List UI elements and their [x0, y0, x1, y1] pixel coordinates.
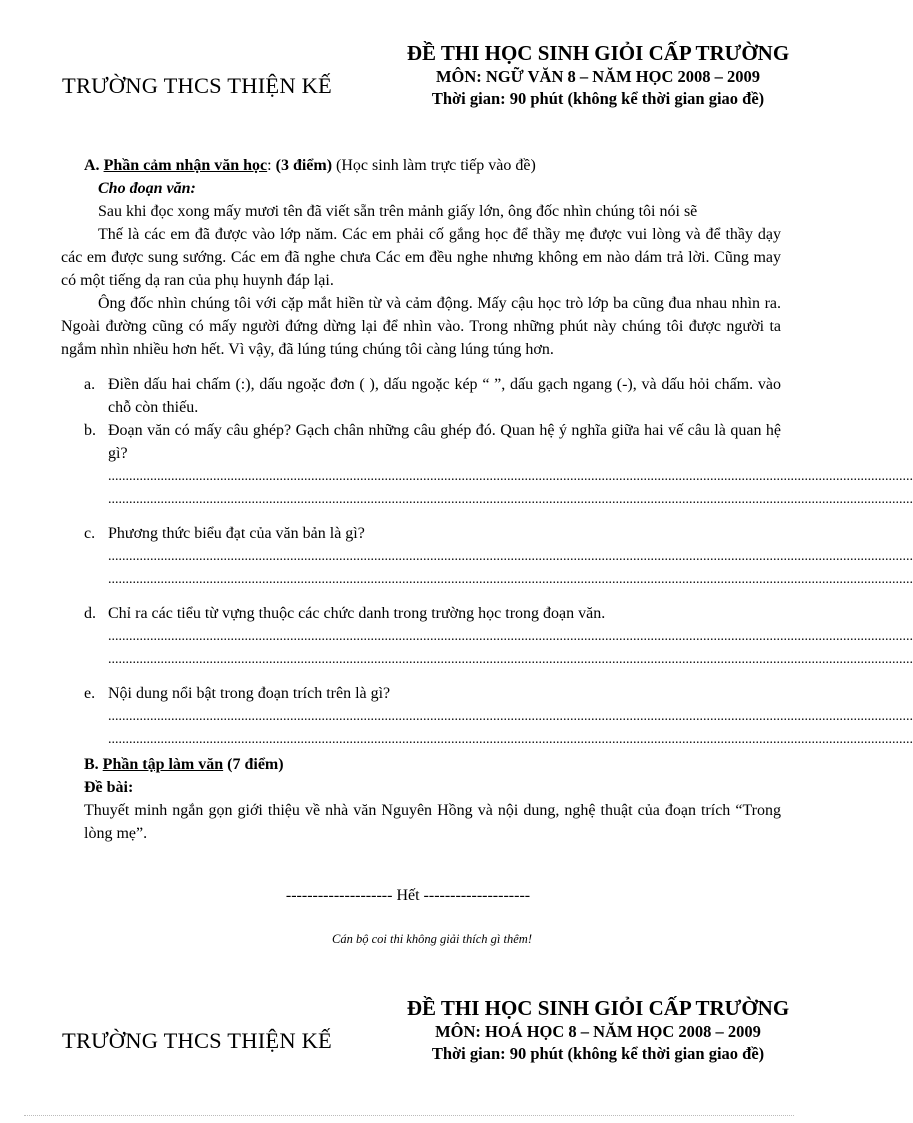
question-text: Điền dấu hai chấm (:), dấu ngoặc đơn ( ), dấu ngoặc kép “ ”, dấu gạch ngang (-), và dấu hỏi chấm. vào chỗ còn thiếu. [108, 376, 781, 416]
exam-content [61, 154, 913, 845]
question-a [61, 373, 781, 419]
answer-line[interactable]: ...................................................................................................................................................................................................................................... [108, 549, 913, 564]
part-b-heading [61, 753, 781, 776]
spacer [61, 671, 781, 682]
exam-time: Thời gian: 90 phút (không kể thời gian giao đề) [431, 1044, 765, 1063]
exam-info [378, 40, 818, 110]
answer-line[interactable]: ...................................................................................................................................................................................................................................... [108, 709, 913, 724]
question-text: Chỉ ra các tiểu từ vựng thuộc các chức danh trong trường học trong đoạn văn. [108, 605, 606, 622]
exam-subject: MÔN: HOÁ HỌC 8 – NĂM HỌC 2008 – 2009 [435, 1022, 761, 1041]
question-marker: c. [84, 525, 96, 542]
part-b [61, 753, 781, 845]
question-b [61, 419, 913, 511]
question-marker: d. [84, 605, 96, 622]
page-bottom-rule [24, 1115, 794, 1116]
header-bottom [0, 995, 816, 1075]
proctor-note: Cán bộ coi thi không giải thích gì thêm! [332, 932, 532, 946]
question-marker: b. [84, 422, 96, 439]
question-text: Nội dung nổi bật trong đoạn trích trên là gì? [108, 685, 391, 702]
part-b-prefix: B. [84, 756, 103, 773]
question-list [61, 373, 913, 751]
part-a-title: Phần cảm nhận văn học [103, 157, 268, 174]
part-a-points: (3 điểm) [275, 157, 333, 174]
school-name: TRƯỜNG THCS THIỆN KẾ [62, 73, 333, 98]
header-top [0, 40, 816, 120]
passage-paragraph-1: Sau khi đọc xong mấy mươi tên đã viết sẵn trên mảnh giấy lớn, ông đốc nhìn chúng tôi nói sẽ [98, 203, 698, 220]
passage-label: Cho đoạn văn: [98, 180, 196, 197]
question-marker: a. [84, 376, 96, 393]
question-c [61, 522, 913, 591]
passage-paragraph-3: Ông đốc nhìn chúng tôi với cặp mắt hiền từ và cảm động. Mấy cậu học trò lớp ba cũng đua nhau nhìn ra. Ngoài đường cũng có mấy người đứng dừng lại để nhìn vào. Trong những phút này chúng tôi được người ta ngắm nhìn nhiều hơn hết. Vì vậy, đã lúng túng chúng tôi càng lúng túng hơn. [61, 295, 781, 358]
question-e [61, 682, 913, 751]
exam-title: ĐỀ THI HỌC SINH GIỎI CẤP TRƯỜNG [406, 41, 790, 65]
exam-info [378, 995, 818, 1065]
part-b-points: (7 điểm) [223, 756, 284, 773]
answer-line[interactable]: ...................................................................................................................................................................................................................................... [108, 492, 913, 507]
school-name: TRƯỜNG THCS THIỆN KẾ [62, 1028, 333, 1053]
task-text: Thuyết minh ngắn gọn giới thiệu về nhà văn Nguyên Hồng và nội dung, nghệ thuật của đoạn trích “Trong lòng mẹ”. [84, 802, 781, 842]
exam-time: Thời gian: 90 phút (không kể thời gian giao đề) [431, 89, 765, 108]
answer-line[interactable]: ...................................................................................................................................................................................................................................... [108, 732, 913, 747]
part-a-prefix: A. [84, 157, 104, 174]
task-label: Đề bài: [84, 779, 134, 796]
spacer [61, 511, 781, 522]
part-a-instruction: (Học sinh làm trực tiếp vào đề) [332, 157, 536, 174]
question-text: Đoạn văn có mấy câu ghép? Gạch chân những câu ghép đó. Quan hệ ý nghĩa giữa hai vế câu là quan hệ gì? [108, 422, 781, 462]
part-a-colon: : [267, 157, 276, 174]
question-marker: e. [84, 685, 96, 702]
answer-line[interactable]: ...................................................................................................................................................................................................................................... [108, 629, 913, 644]
answer-line[interactable]: ...................................................................................................................................................................................................................................... [108, 652, 913, 667]
answer-line[interactable]: ...................................................................................................................................................................................................................................... [108, 469, 913, 484]
part-a-heading [61, 154, 781, 177]
part-b-title: Phần tập làm văn [102, 756, 224, 773]
exam-title: ĐỀ THI HỌC SINH GIỎI CẤP TRƯỜNG [406, 996, 790, 1020]
spacer [61, 591, 781, 602]
passage-paragraph-2: Thế là các em đã được vào lớp năm. Các em phải cố gắng học để thầy mẹ được vui lòng và để thầy dạy các em được sung sướng. Các em đã nghe chưa Các em đều nghe nhưng không em nào dám trả lời. Cũng may có một tiếng dạ ran của phụ huynh đáp lại. [61, 226, 781, 289]
question-text: Phương thức biểu đạt của văn bản là gì? [108, 525, 365, 542]
answer-line[interactable]: ...................................................................................................................................................................................................................................... [108, 572, 913, 587]
exam-subject: MÔN: NGỮ VĂN 8 – NĂM HỌC 2008 – 2009 [435, 67, 760, 86]
question-d [61, 602, 913, 671]
end-marker: -------------------- Hết -------------------- [285, 887, 531, 904]
